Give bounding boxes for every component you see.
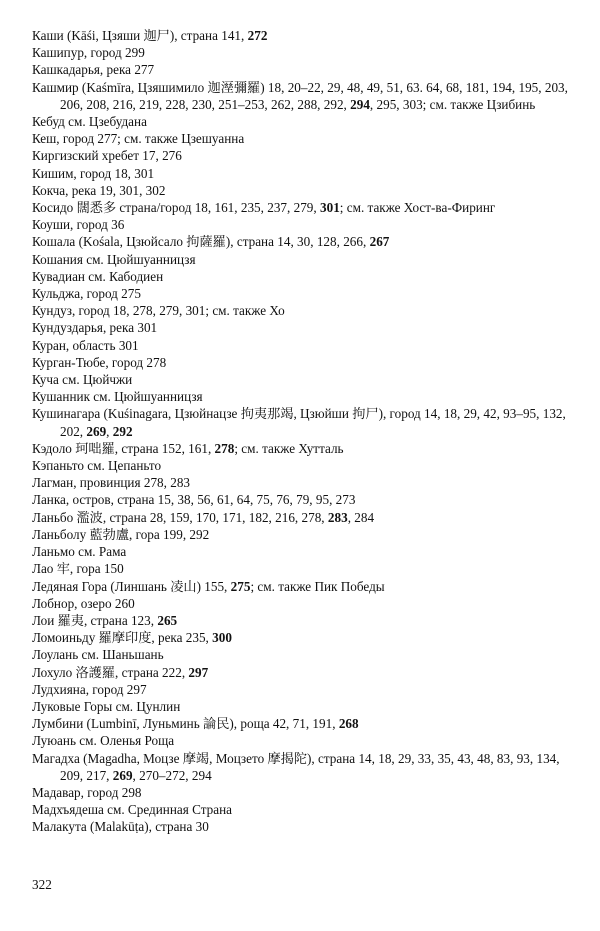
index-entry	[32, 130, 580, 147]
page-ref-bold: 272	[247, 28, 268, 43]
page-ref-bold: 292	[112, 423, 133, 439]
entry-text: , 270–272, 294	[132, 767, 212, 783]
entry-text: Ланьболу 藍勃盧, гора 199, 292	[32, 526, 210, 542]
index-entry	[32, 681, 580, 698]
entry-text: Киргизский хребет 17, 276	[32, 148, 182, 164]
index-entry	[32, 509, 580, 526]
index-entry	[32, 233, 580, 250]
page-ref-bold: 269	[112, 767, 133, 783]
entry-text: Луковые Горы см. Цунлин	[32, 698, 181, 714]
page-number: 322	[32, 877, 52, 892]
entry-text: Лагман, провинция 278, 283	[32, 475, 191, 491]
index-entry	[32, 664, 580, 681]
index-entry	[32, 405, 580, 439]
index-entry	[32, 543, 580, 560]
page-ref-bold: 275	[230, 578, 251, 594]
index-entry	[32, 113, 580, 130]
entry-text: Лобнор, озеро 260	[32, 595, 135, 611]
entry-text: Мадавар, город 298	[32, 784, 142, 800]
index-entry	[32, 61, 580, 78]
index-entry	[32, 268, 580, 285]
entry-text: , 295, 303; см. также Цзибинь	[369, 96, 536, 112]
entry-text: Куран, область 301	[32, 337, 139, 353]
entry-text: Кокча, река 19, 301, 302	[32, 182, 166, 198]
entry-text: Кашмир (Kaśmīra, Цзяшимило 迦溼彌羅) 18, 20–22, 29, 48, 49, 51, 63. 64, 68, 181, 194, 195, 203, 206, 208, 216, 219, 228, 230, 251–253, 262, 288, 292,	[32, 79, 568, 112]
page-ref-bold: 283	[327, 509, 348, 525]
entry-text: Кеш, город 277; см. также Цзешуанна	[32, 131, 245, 147]
index-entry	[32, 302, 580, 319]
entry-text: Кошания см. Цюйшуанницзя	[32, 251, 196, 267]
entry-text: Луюань см. Оленья Роща	[32, 733, 175, 749]
entry-text: , 284	[347, 509, 375, 525]
page-ref-bold: 265	[157, 612, 178, 628]
entry-text: Косидо 闊悉多 страна/город 18, 161, 235, 237, 279,	[32, 200, 320, 216]
index-entry	[32, 784, 580, 801]
entry-text: Мадхъядеша см. Срединная Страна	[32, 802, 232, 818]
index-entries	[32, 27, 580, 836]
entry-text: Куча см. Цюйчжи	[32, 372, 133, 388]
page-ref-bold: 268	[338, 716, 359, 732]
index-entry	[32, 715, 580, 732]
index-entry	[32, 750, 580, 784]
entry-text: Кошала (Kośala, Цзюйсало 拘薩羅), страна 14, 30, 128, 266,	[32, 234, 370, 250]
index-entry	[32, 491, 580, 508]
entry-text: ,	[106, 423, 113, 439]
index-entry	[32, 371, 580, 388]
page-ref-bold: 278	[214, 440, 235, 456]
index-entry	[32, 354, 580, 371]
entry-text: Малакута (Malakūṭa), страна 30	[32, 819, 209, 835]
entry-text: Ланьбо 濫波, страна 28, 159, 170, 171, 182, 216, 278,	[32, 509, 328, 525]
entry-text: Лои 羅夷, страна 123,	[32, 612, 158, 628]
index-entry	[32, 732, 580, 749]
entry-text: Ланьмо см. Рама	[32, 544, 127, 560]
page-ref-bold: 300	[212, 630, 232, 646]
entry-text: Кульджа, город 275	[32, 286, 141, 302]
page-ref-bold: 297	[188, 664, 209, 680]
index-entry	[32, 560, 580, 577]
index-entry	[32, 646, 580, 663]
entry-text: Ломоиньду 羅摩印度, река 235,	[32, 630, 213, 646]
index-entry	[32, 388, 580, 405]
entry-text: Кишим, город 18, 301	[32, 165, 155, 181]
index-entry	[32, 612, 580, 629]
index-entry	[32, 79, 580, 113]
index-entry	[32, 44, 580, 61]
index-entry	[32, 165, 580, 182]
entry-text: Кэдоло 珂咄羅, страна 152, 161,	[32, 440, 215, 456]
entry-text: ; см. также Хост-ва-Фиринг	[339, 200, 496, 216]
index-entry	[32, 526, 580, 543]
index-entry	[32, 698, 580, 715]
page-ref-bold: 267	[369, 234, 390, 250]
entry-text: Кушанник см. Цюйшуанницзя	[32, 389, 203, 405]
page-ref-bold: 269	[86, 423, 107, 439]
entry-text: Лохуло 洛護羅, страна 222,	[32, 664, 189, 680]
entry-text: Лудхияна, город 297	[32, 681, 147, 697]
index-entry	[32, 147, 580, 164]
entry-text: Кувадиан см. Кабодиен	[32, 268, 164, 284]
entry-text: Кашипур, город 299	[32, 45, 145, 61]
entry-text: Каши (Kāśi, Цзяши 迦尸), страна 141,	[32, 28, 248, 43]
entry-text: ; см. также Хутталь	[234, 440, 344, 456]
page-ref-bold: 294	[350, 96, 370, 112]
index-entry	[32, 216, 580, 233]
index-entry	[32, 578, 580, 595]
index-entry	[32, 337, 580, 354]
entry-text: Лао 牢, гора 150	[32, 561, 124, 577]
entry-text: Курган-Тюбе, город 278	[32, 354, 167, 370]
index-entry	[32, 457, 580, 474]
index-entry	[32, 319, 580, 336]
entry-text: ; см. также Пик Победы	[250, 578, 385, 594]
page-ref-bold: 301	[320, 200, 340, 216]
index-entry	[32, 182, 580, 199]
entry-text: Магадха (Magadha, Моцзе 摩竭, Моцзето 摩揭陀), страна 14, 18, 29, 33, 35, 43, 48, 83, 93, 134, 209, 217,	[32, 750, 560, 783]
index-entry	[32, 285, 580, 302]
index-entry	[32, 801, 580, 818]
entry-text: Кэпаньто см. Цепаньто	[32, 458, 162, 474]
entry-text: Кушинагара (Kuśinagara, Цзюйнацзе 拘夷那竭, Цзюйши 拘尸), город 14, 18, 29, 42, 93–95, 132, 202,	[32, 406, 566, 439]
index-entry	[32, 818, 580, 835]
index-entry	[32, 629, 580, 646]
index-entry	[32, 474, 580, 491]
entry-text: Лоулань см. Шаньшань	[32, 647, 164, 663]
entry-text: Кашкадарья, река 277	[32, 62, 155, 78]
index-entry	[32, 595, 580, 612]
entry-text: Кундуздарья, река 301	[32, 320, 158, 336]
entry-text: Ланка, остров, страна 15, 38, 56, 61, 64, 75, 76, 79, 95, 273	[32, 492, 356, 508]
index-entry	[32, 27, 580, 44]
index-entry	[32, 251, 580, 268]
entry-text: Кундуз, город 18, 278, 279, 301; см. также Хо	[32, 303, 285, 319]
index-entry	[32, 199, 580, 216]
entry-text: Коуши, город 36	[32, 217, 125, 233]
entry-text: Кебуд см. Цзебудана	[32, 114, 147, 130]
entry-text: Ледяная Гора (Линшань 凌山) 155,	[32, 578, 231, 594]
entry-text: Лумбини (Lumbinī, Луньминь 論民), роща 42, 71, 191,	[32, 716, 339, 732]
index-entry	[32, 440, 580, 457]
